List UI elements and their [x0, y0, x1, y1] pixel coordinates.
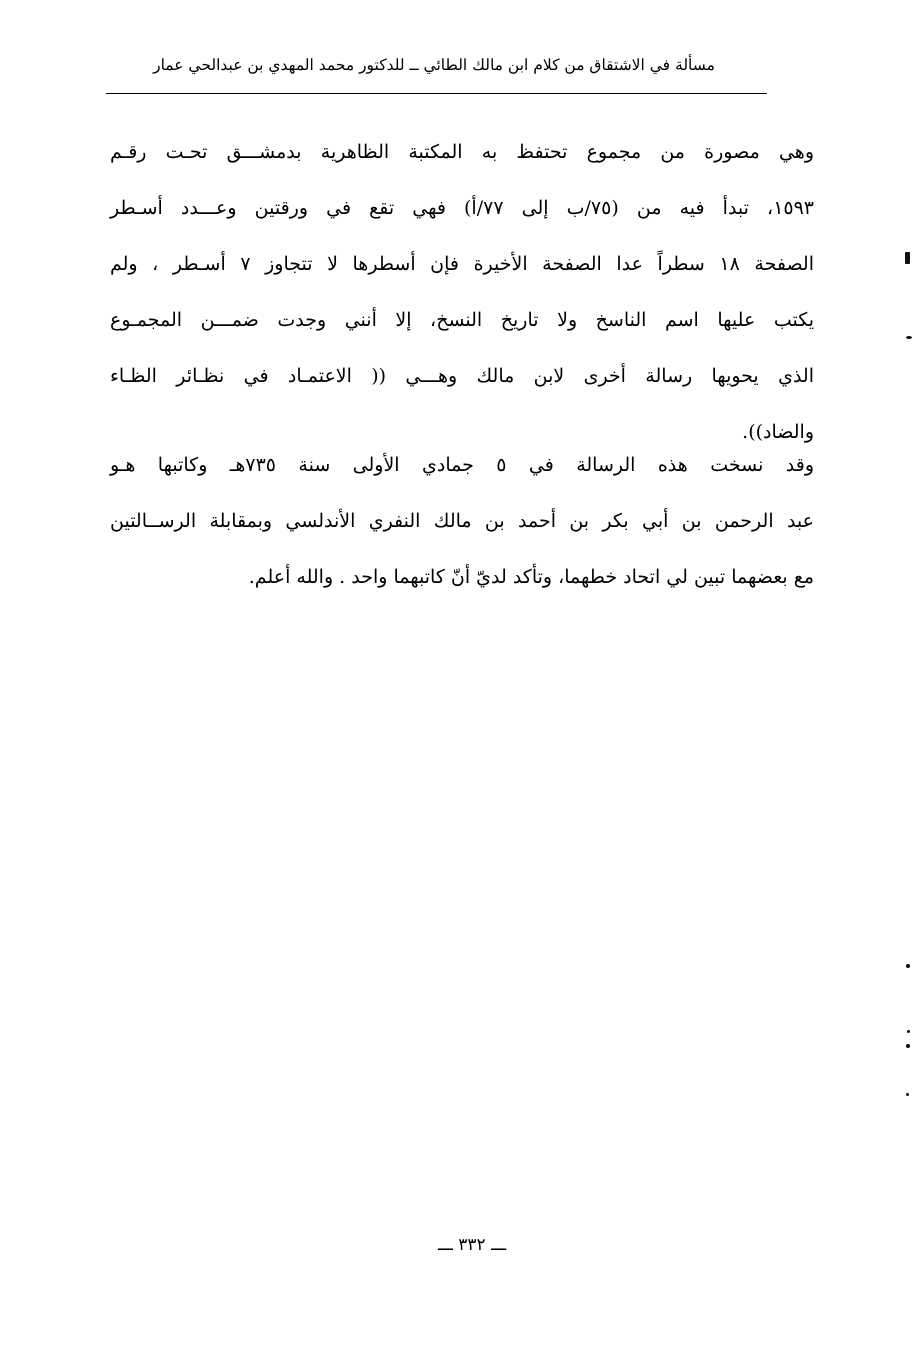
text-line: الصفحة ١٨ سطراً عدا الصفحة الأخيرة فإن أسطرها لا تتجاوز ٧ أسـطر ، ولم	[110, 253, 814, 275]
scan-speck	[907, 1030, 910, 1033]
page-number: ـــ ٣٣٢ ـــ	[437, 1235, 507, 1255]
text-line: عبد الرحمن بن أبي بكر بن أحمد بن مالك النفري الأندلسي وبمقابلة الرســالتين	[110, 510, 814, 532]
text-line: مع بعضهما تبين لي اتحاد خطهما، وتأكد لديّ أنّ كاتبهما واحد . والله أعلم.	[248, 566, 814, 588]
scan-speck	[905, 252, 910, 264]
scan-speck	[906, 964, 910, 968]
scan-speck	[906, 336, 912, 339]
paragraph-copyist-note	[110, 437, 814, 605]
text-line: الذي يحويها رسالة أخرى لابن مالك وهـــي (( الاعتمـاد في نظـائر الظـاء	[110, 365, 814, 387]
scan-speck	[906, 1093, 909, 1096]
text-line: وهي مصورة من مجموع تحتفظ به المكتبة الظاهرية بدمشـــق تحـت رقـم	[110, 141, 814, 163]
header-rule	[106, 93, 767, 94]
running-header: مسألة في الاشتقاق من كلام ابن مالك الطائي ــ للدكتور محمد المهدي بن عبدالحي عمار	[153, 56, 715, 74]
text-line: يكتب عليها اسم الناسخ ولا تاريخ النسخ، إلا أنني وجدت ضمـــن المجمـوع	[110, 309, 814, 331]
text-line: وقد نسخت هذه الرسالة في ٥ جمادي الأولى سنة ٧٣٥هـ وكاتبها هـو	[110, 454, 814, 476]
text-line: ١٥٩٣، تبدأ فيه من (٧٥/ب إلى ٧٧/أ) فهي تقع في ورقتين وعـــدد أسـطر	[110, 197, 815, 219]
paragraph-manuscript-description	[110, 124, 814, 460]
text-line: والضاد)).	[742, 421, 814, 443]
scan-speck	[906, 1044, 910, 1048]
